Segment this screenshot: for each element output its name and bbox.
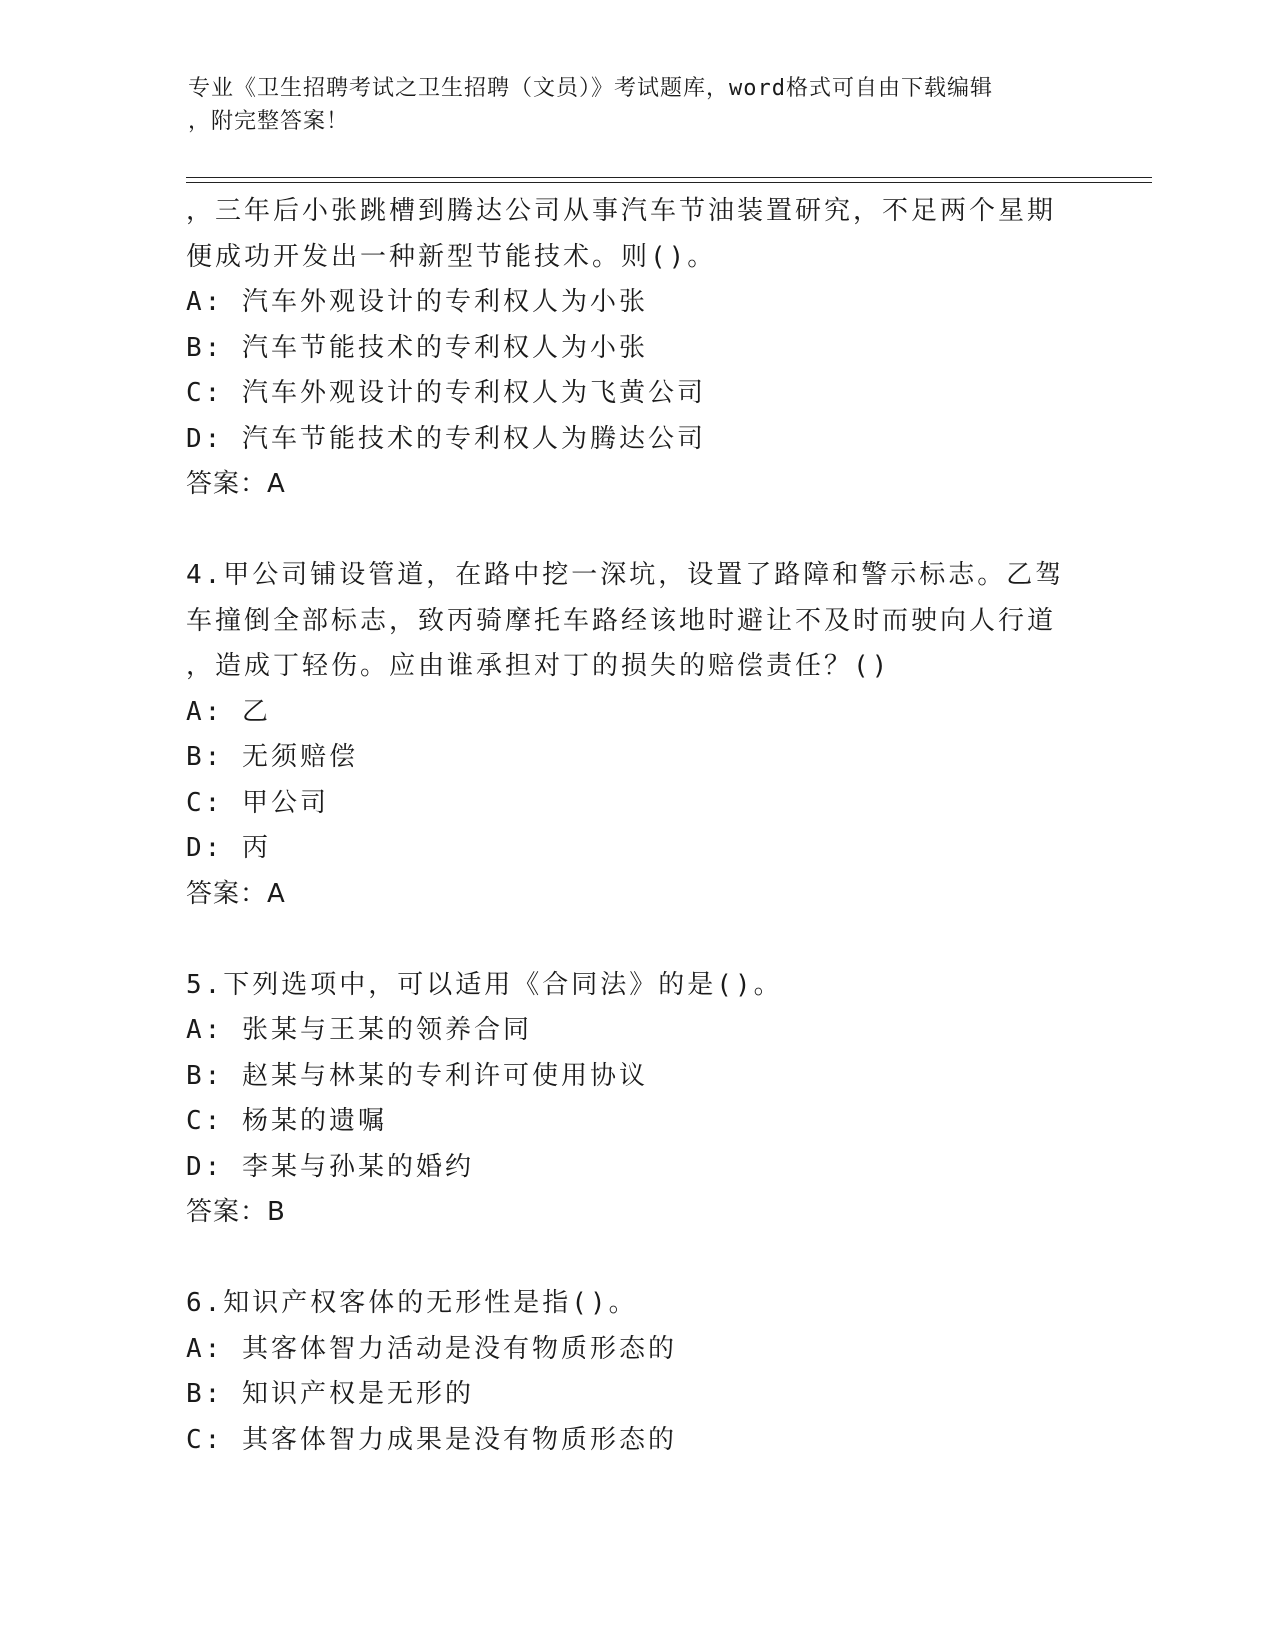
question-5-option-b: B: 赵某与林某的专利许可使用协议: [186, 1060, 648, 1091]
header-line-1: 专业《卫生招聘考试之卫生招聘（文员）》考试题库，word格式可自由下载编辑: [188, 76, 993, 101]
question-4-option-a: A: 乙: [186, 696, 271, 727]
question-5-answer: 答案：B: [186, 1197, 286, 1227]
question-3-option-a: A: 汽车外观设计的专利权人为小张: [186, 287, 648, 317]
question-4-text-line-2: 车撞倒全部标志，致丙骑摩托车路经该地时避让不及时而驶向人行道: [186, 605, 1057, 636]
question-5-option-c: C: 杨某的遗嘱: [186, 1106, 387, 1136]
question-6-option-b: B: 知识产权是无形的: [186, 1379, 474, 1409]
question-5-option-d: D: 李某与孙某的婚约: [186, 1151, 474, 1182]
question-4-option-c: C: 甲公司: [186, 787, 329, 818]
question-5-option-a: A: 张某与王某的领养合同: [186, 1015, 532, 1045]
spacer: [186, 917, 1086, 963]
header-rule-bottom: [186, 182, 1152, 183]
question-3-text-line-2: 便成功开发出一种新型节能技术。则()。: [186, 241, 717, 272]
question-5: [186, 963, 1086, 1236]
question-3-text-line-1: ，三年后小张跳槽到腾达公司从事汽车节油装置研究，不足两个星期: [186, 196, 1057, 226]
question-6: [186, 1281, 1086, 1463]
spacer: [186, 508, 1086, 554]
question-5-text-line-1: 5.下列选项中，可以适用《合同法》的是()。: [186, 969, 783, 1000]
document-header: [188, 72, 1088, 138]
question-3-answer: 答案：A: [186, 469, 286, 499]
question-list: [186, 189, 1086, 1463]
header-rule-top: [186, 177, 1152, 178]
question-4-answer: 答案：A: [186, 878, 286, 909]
question-4-text-line-1: 4.甲公司铺设管道，在路中挖一深坑，设置了路障和警示标志。乙驾: [186, 560, 1065, 590]
question-3-option-d: D: 汽车节能技术的专利权人为腾达公司: [186, 423, 706, 454]
question-4-text-line-3: ，造成丁轻伤。应由谁承担对丁的损失的赔偿责任？(): [186, 651, 891, 681]
question-4: [186, 553, 1086, 917]
question-6-text-line-1: 6.知识产权客体的无形性是指()。: [186, 1288, 638, 1318]
question-4-option-b: B: 无须赔偿: [186, 742, 358, 772]
question-6-option-a: A: 其客体智力活动是没有物质形态的: [186, 1333, 677, 1364]
question-3-option-b: B: 汽车节能技术的专利权人为小张: [186, 332, 648, 363]
question-6-option-c: C: 其客体智力成果是没有物质形态的: [186, 1424, 677, 1455]
header-line-2: ，附完整答案！: [188, 109, 350, 134]
spacer: [186, 1236, 1086, 1282]
question-3: [186, 189, 1086, 508]
question-4-option-d: D: 丙: [186, 833, 271, 863]
question-3-option-c: C: 汽车外观设计的专利权人为飞黄公司: [186, 378, 706, 408]
